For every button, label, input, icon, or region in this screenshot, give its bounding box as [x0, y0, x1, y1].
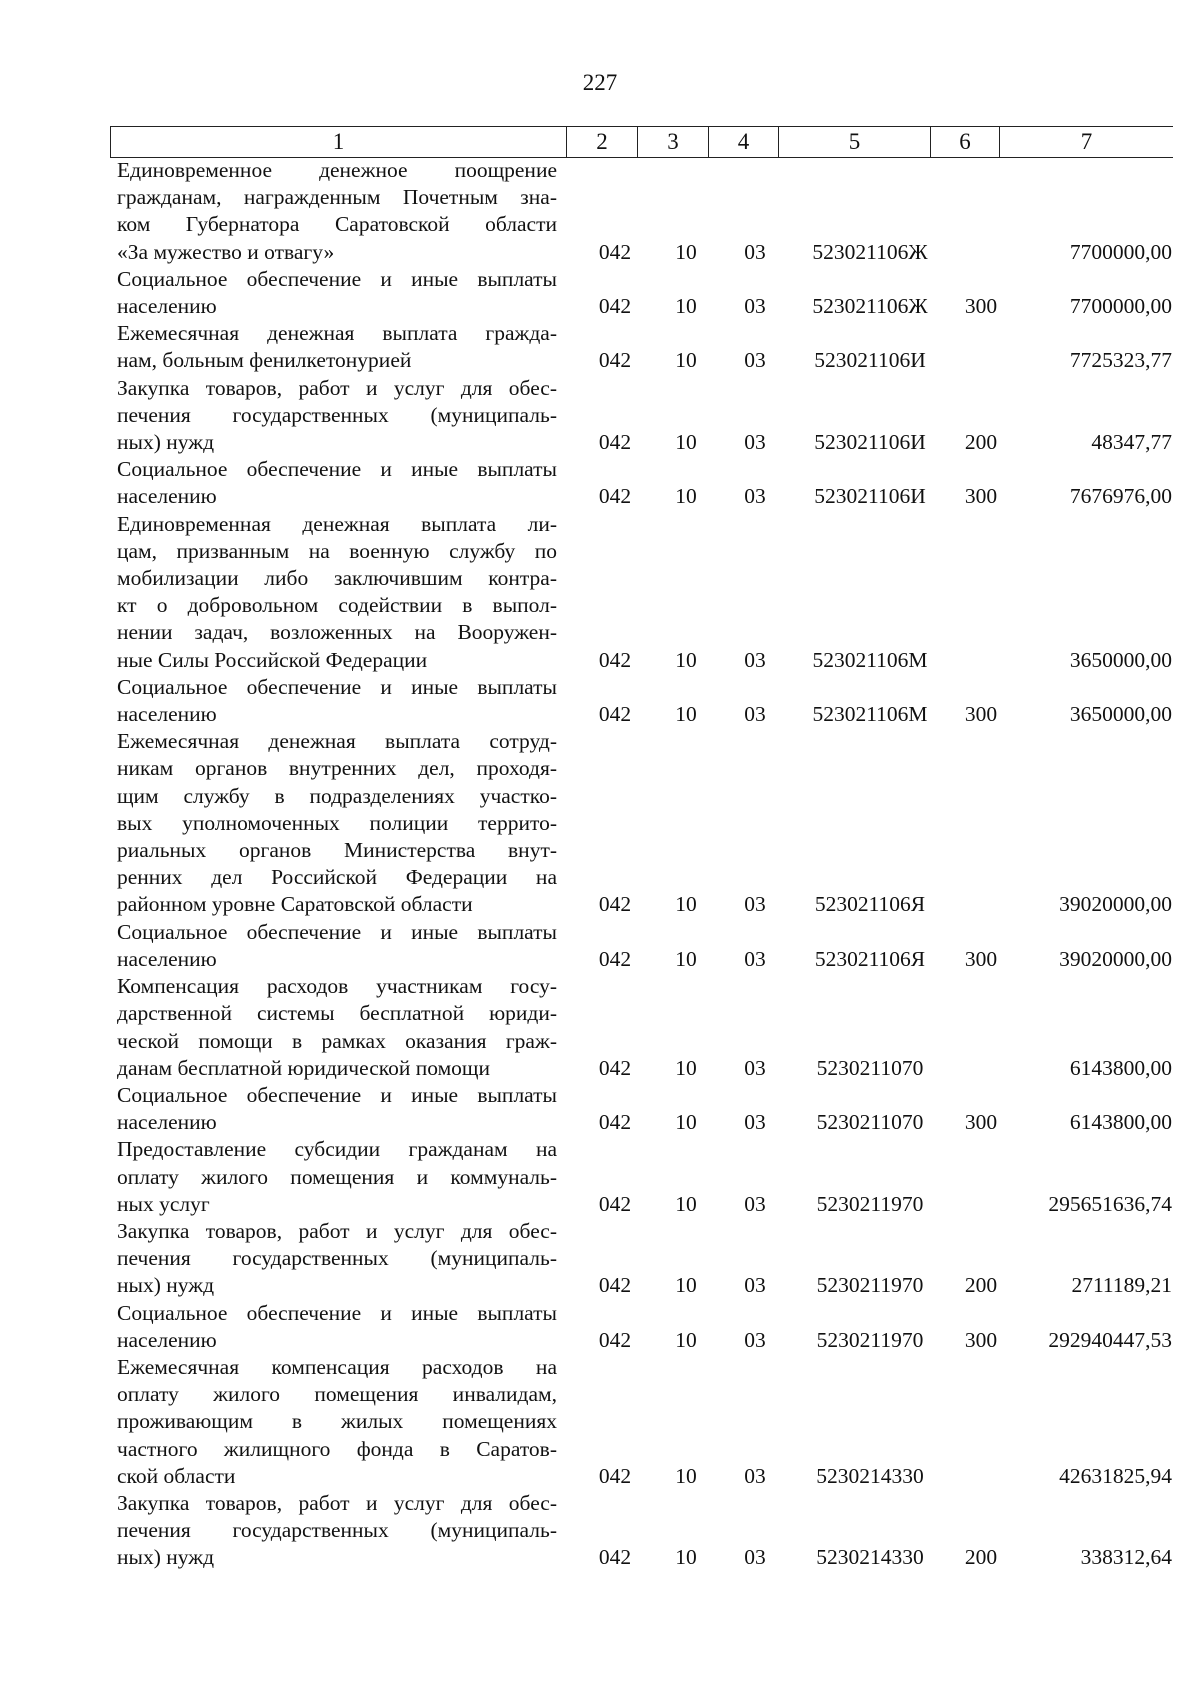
- table-row: [117, 511, 1172, 674]
- cell-col-6: 200: [964, 1545, 998, 1570]
- header-col-1: 1: [111, 127, 567, 157]
- cell-col-3: 10: [675, 1273, 697, 1298]
- description-line: данам бесплатной юридической помощи: [117, 1055, 490, 1080]
- cell-col-2: 042: [598, 1327, 632, 1352]
- cell-col-7: 39020000,00: [1059, 946, 1172, 971]
- cell-col-5: 5230214330: [816, 1463, 924, 1488]
- cell-col-3: 10: [675, 1545, 697, 1570]
- cell-col-2: 042: [598, 430, 632, 455]
- description-line: риальных органов Министерства внут-: [117, 838, 557, 863]
- cell-col-3: 10: [675, 647, 697, 672]
- row-description: [117, 728, 557, 918]
- table-row: [117, 728, 1172, 918]
- cell-col-2: 042: [598, 484, 632, 509]
- cell-col-7: 7725323,77: [1069, 348, 1172, 373]
- cell-col-3: 10: [675, 1327, 697, 1352]
- description-line: оплату жилого помещения инвалидам,: [117, 1382, 557, 1407]
- row-description: [117, 919, 557, 973]
- cell-col-6: 200: [964, 430, 998, 455]
- description-line: проживающим в жилых помещениях: [117, 1409, 557, 1434]
- description-line: ных услуг: [117, 1191, 210, 1216]
- row-description: [117, 973, 557, 1082]
- cell-col-2: 042: [598, 1463, 632, 1488]
- header-col-6: 6: [931, 127, 1000, 157]
- cell-col-5: 5230211970: [816, 1273, 924, 1298]
- cell-col-5: 5230211070: [816, 1110, 924, 1135]
- cell-col-4: 03: [744, 1327, 766, 1352]
- description-line: частного жилищного фонда в Саратов-: [117, 1436, 557, 1461]
- description-line: населению: [117, 294, 217, 319]
- cell-col-4: 03: [744, 1110, 766, 1135]
- cell-col-4: 03: [744, 239, 766, 264]
- row-description: [117, 1354, 557, 1490]
- cell-col-7: 7700000,00: [1069, 294, 1172, 319]
- cell-col-2: 042: [598, 702, 632, 727]
- table-row: [117, 456, 1172, 510]
- description-line: Социальное обеспечение и иные выплаты: [117, 674, 557, 699]
- cell-col-5: 523021106Ж: [812, 239, 928, 264]
- description-line: ческой помощи в рамках оказания граж-: [117, 1028, 557, 1053]
- cell-col-7: 3650000,00: [1069, 647, 1172, 672]
- description-line: ные Силы Российской Федерации: [117, 647, 428, 672]
- description-line: ской области: [117, 1463, 236, 1488]
- cell-col-2: 042: [598, 1545, 632, 1570]
- table-row: [117, 1490, 1172, 1572]
- description-line: никам органов внутренних дел, проходя-: [117, 756, 557, 781]
- header-col-5: 5: [779, 127, 931, 157]
- cell-col-5: 523021106И: [814, 484, 926, 509]
- table-body: [117, 157, 1172, 1572]
- cell-col-6: 200: [964, 1273, 998, 1298]
- description-line: дарственной системы бесплатной юриди-: [117, 1001, 557, 1026]
- cell-col-3: 10: [675, 430, 697, 455]
- cell-col-6: 300: [964, 484, 998, 509]
- description-line: Социальное обеспечение и иные выплаты: [117, 919, 557, 944]
- cell-col-4: 03: [744, 647, 766, 672]
- cell-col-7: 7676976,00: [1069, 484, 1172, 509]
- cell-col-2: 042: [598, 1055, 632, 1080]
- cell-col-3: 10: [675, 348, 697, 373]
- cell-col-3: 10: [675, 702, 697, 727]
- cell-col-5: 523021106Я: [814, 892, 926, 917]
- cell-col-4: 03: [744, 484, 766, 509]
- cell-col-7: 338312,64: [1080, 1545, 1172, 1570]
- description-line: вых уполномоченных полиции террито-: [117, 810, 557, 835]
- description-line: мобилизации либо заключившим контра-: [117, 566, 557, 591]
- row-description: [117, 1490, 557, 1572]
- row-description: [117, 1136, 557, 1218]
- cell-col-4: 03: [744, 946, 766, 971]
- description-line: «За мужество и отвагу»: [117, 239, 335, 264]
- description-line: Ежемесячная компенсация расходов на: [117, 1354, 557, 1379]
- row-description: [117, 1082, 557, 1136]
- description-line: ных) нужд: [117, 1545, 215, 1570]
- description-line: Социальное обеспечение и иные выплаты: [117, 1082, 557, 1107]
- table-row: [117, 1300, 1172, 1354]
- cell-col-4: 03: [744, 430, 766, 455]
- cell-col-4: 03: [744, 1273, 766, 1298]
- cell-col-2: 042: [598, 647, 632, 672]
- table-row: [117, 1082, 1172, 1136]
- description-line: Закупка товаров, работ и услуг для обес-: [117, 375, 557, 400]
- header-col-2: 2: [567, 127, 638, 157]
- header-col-7: 7: [1080, 129, 1093, 154]
- row-description: [117, 1218, 557, 1300]
- description-line: нам, больным фенилкетонурией: [117, 348, 412, 373]
- cell-col-7: 39020000,00: [1059, 892, 1172, 917]
- description-line: населению: [117, 702, 217, 727]
- cell-col-7: 48347,77: [1091, 430, 1172, 455]
- description-line: населению: [117, 484, 217, 509]
- row-description: [117, 320, 557, 374]
- cell-col-3: 10: [675, 946, 697, 971]
- row-description: [117, 674, 557, 728]
- page-number: 227: [582, 70, 618, 95]
- description-line: Единовременная денежная выплата ли-: [117, 511, 557, 536]
- cell-col-2: 042: [598, 892, 632, 917]
- description-line: печения государственных (муниципаль-: [117, 1518, 557, 1543]
- cell-col-2: 042: [598, 348, 632, 373]
- table-row: [117, 674, 1172, 728]
- cell-col-2: 042: [598, 1273, 632, 1298]
- cell-col-7: 2711189,21: [1071, 1273, 1172, 1298]
- cell-col-5: 5230211970: [816, 1327, 924, 1352]
- cell-col-4: 03: [744, 1055, 766, 1080]
- row-description: [117, 511, 557, 674]
- description-line: Компенсация расходов участникам госу-: [117, 974, 557, 999]
- cell-col-2: 042: [598, 1191, 632, 1216]
- row-description: [117, 456, 557, 510]
- cell-col-6: 300: [964, 294, 998, 319]
- cell-col-4: 03: [744, 348, 766, 373]
- cell-col-2: 042: [598, 1110, 632, 1135]
- cell-col-4: 03: [744, 1463, 766, 1488]
- description-line: ренних дел Российской Федерации на: [117, 865, 557, 890]
- cell-col-3: 10: [675, 239, 697, 264]
- description-line: цам, призванным на военную службу по: [117, 538, 557, 563]
- cell-col-7: 3650000,00: [1069, 702, 1172, 727]
- cell-col-2: 042: [598, 239, 632, 264]
- description-line: Ежемесячная денежная выплата гражда-: [117, 321, 557, 346]
- cell-col-5: 523021106Я: [814, 946, 926, 971]
- row-description: [117, 1300, 557, 1354]
- table-row: [117, 1218, 1172, 1300]
- table-row: [117, 973, 1172, 1082]
- table-row: [117, 266, 1172, 320]
- cell-col-7: 295651636,74: [1048, 1191, 1172, 1216]
- description-line: ных) нужд: [117, 1273, 215, 1298]
- description-line: Социальное обеспечение и иные выплаты: [117, 457, 557, 482]
- cell-col-3: 10: [675, 1191, 697, 1216]
- cell-col-4: 03: [744, 1191, 766, 1216]
- cell-col-6: 300: [964, 702, 998, 727]
- description-line: ком Губернатора Саратовской области: [117, 212, 557, 237]
- cell-col-5: 523021106И: [814, 430, 926, 455]
- description-line: Социальное обеспечение и иные выплаты: [117, 1300, 557, 1325]
- description-line: оплату жилого помещения и коммуналь-: [117, 1164, 557, 1189]
- description-line: печения государственных (муниципаль-: [117, 1246, 557, 1271]
- cell-col-6: 300: [964, 1327, 998, 1352]
- cell-col-5: 523021106Ж: [812, 294, 928, 319]
- description-line: населению: [117, 946, 217, 971]
- cell-col-5: 523021106М: [812, 702, 928, 727]
- row-description: [117, 266, 557, 320]
- table-row: [117, 375, 1172, 457]
- table-row: [117, 320, 1172, 374]
- cell-col-7: 7700000,00: [1069, 239, 1172, 264]
- cell-col-4: 03: [744, 294, 766, 319]
- table-row: [117, 157, 1172, 266]
- cell-col-3: 10: [675, 892, 697, 917]
- description-line: Закупка товаров, работ и услуг для обес-: [117, 1490, 557, 1515]
- cell-col-7: 6143800,00: [1069, 1110, 1172, 1135]
- description-line: Предоставление субсидии гражданам на: [117, 1137, 557, 1162]
- description-line: населению: [117, 1110, 217, 1135]
- cell-col-7: 292940447,53: [1048, 1327, 1172, 1352]
- description-line: печения государственных (муниципаль-: [117, 402, 557, 427]
- table-row: [117, 1354, 1172, 1490]
- description-line: районном уровне Саратовской области: [117, 892, 473, 917]
- description-line: гражданам, награжденным Почетным зна-: [117, 185, 557, 210]
- cell-col-7: 6143800,00: [1069, 1055, 1172, 1080]
- description-line: Закупка товаров, работ и услуг для обес-: [117, 1218, 557, 1243]
- description-line: нении задач, возложенных на Вооружен-: [117, 620, 557, 645]
- table-row: [117, 1136, 1172, 1218]
- header-col-3: 3: [638, 127, 709, 157]
- cell-col-3: 10: [675, 294, 697, 319]
- description-line: населению: [117, 1327, 217, 1352]
- description-line: Ежемесячная денежная выплата сотруд-: [117, 729, 557, 754]
- description-line: ных) нужд: [117, 430, 215, 455]
- cell-col-5: 523021106М: [812, 647, 928, 672]
- cell-col-5: 5230211070: [816, 1055, 924, 1080]
- row-description: [117, 157, 557, 266]
- cell-col-2: 042: [598, 294, 632, 319]
- cell-col-3: 10: [675, 1110, 697, 1135]
- header-col-4: 4: [709, 127, 779, 157]
- description-line: щим службу в подразделениях участко-: [117, 783, 557, 808]
- table-row: [117, 919, 1172, 973]
- description-line: кт о добровольном содействии в выпол-: [117, 593, 557, 618]
- cell-col-3: 10: [675, 484, 697, 509]
- cell-col-3: 10: [675, 1463, 697, 1488]
- cell-col-4: 03: [744, 1545, 766, 1570]
- description-line: Социальное обеспечение и иные выплаты: [117, 266, 557, 291]
- cell-col-7: 42631825,94: [1059, 1463, 1172, 1488]
- cell-col-4: 03: [744, 702, 766, 727]
- description-line: Единовременное денежное поощрение: [117, 158, 557, 182]
- cell-col-5: 523021106И: [814, 348, 926, 373]
- cell-col-2: 042: [598, 946, 632, 971]
- cell-col-4: 03: [744, 892, 766, 917]
- table-header: [110, 126, 1173, 158]
- cell-col-6: 300: [964, 1110, 998, 1135]
- cell-col-5: 5230211970: [816, 1191, 924, 1216]
- row-description: [117, 375, 557, 457]
- cell-col-6: 300: [964, 946, 998, 971]
- cell-col-3: 10: [675, 1055, 697, 1080]
- cell-col-5: 5230214330: [816, 1545, 924, 1570]
